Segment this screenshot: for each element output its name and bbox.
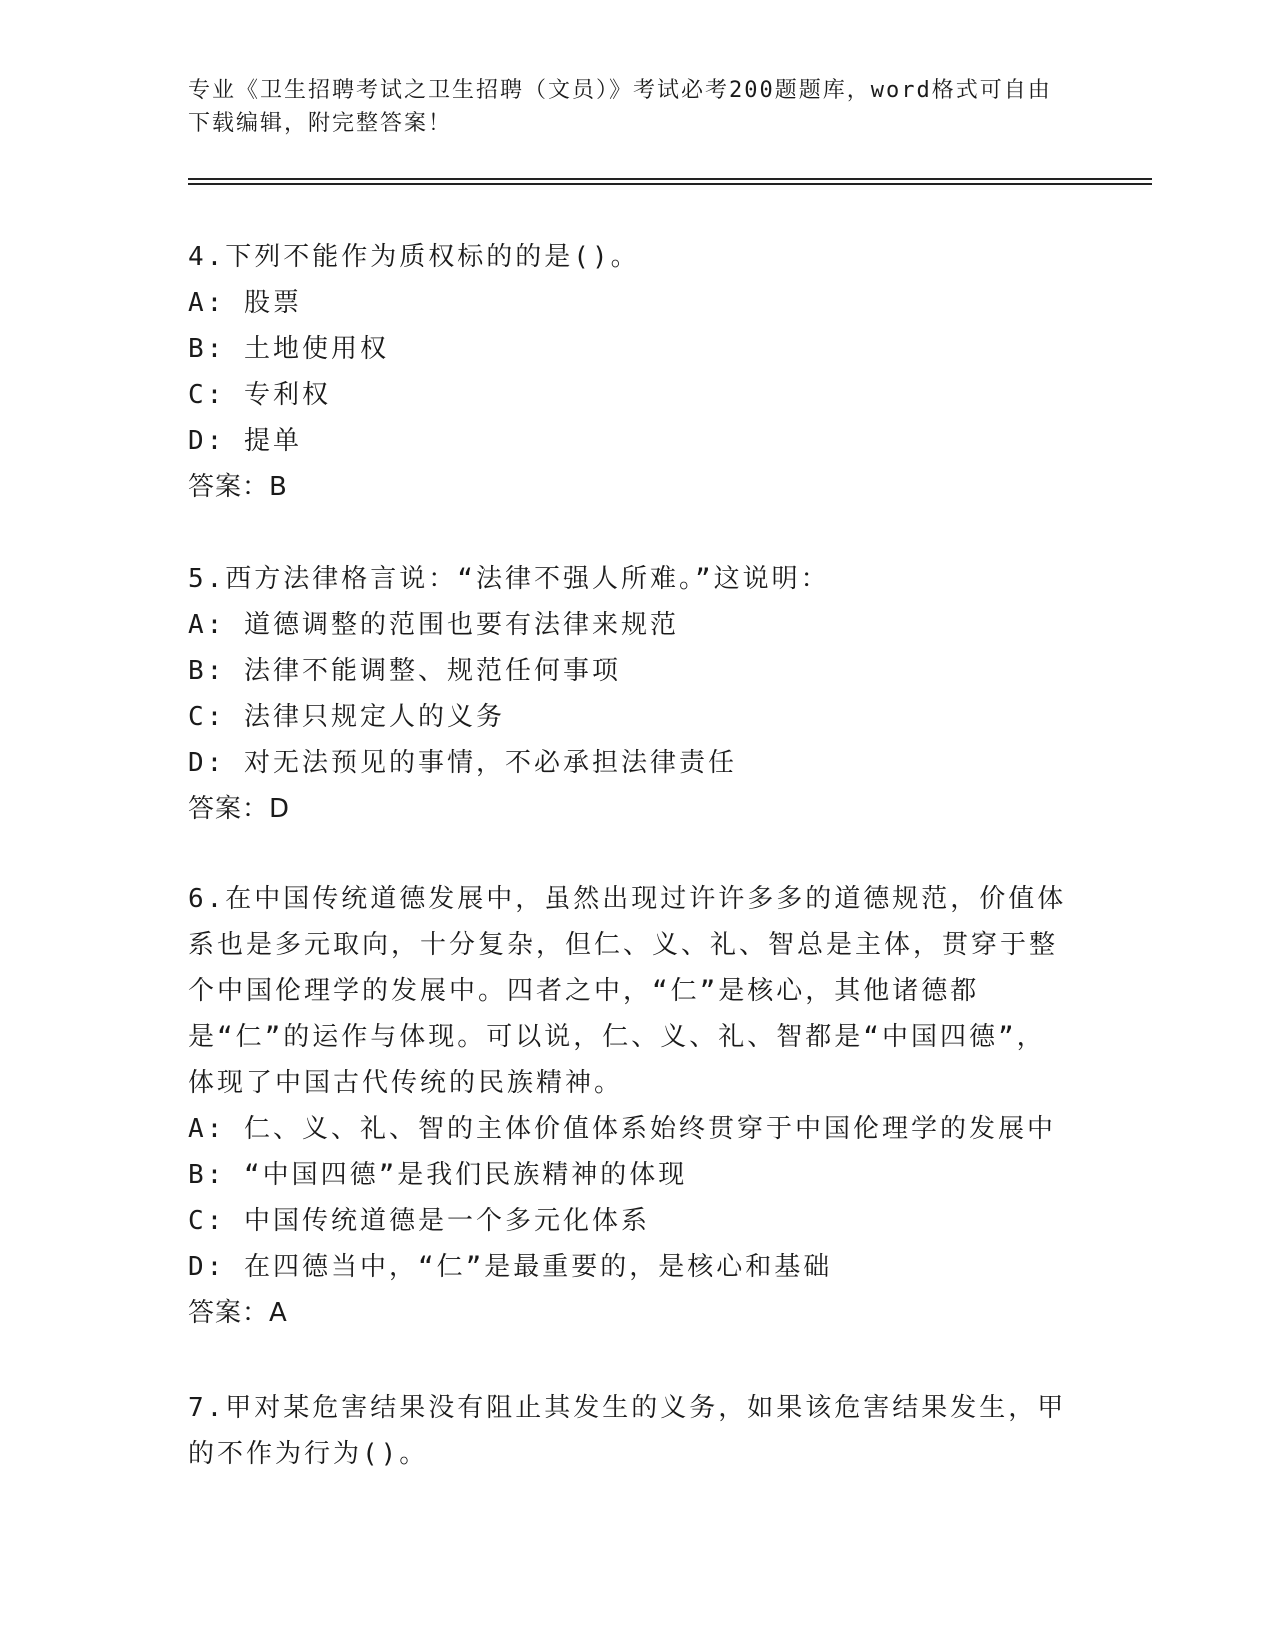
option-b: B: “中国四德”是我们民族精神的体现 (188, 1160, 688, 1190)
question-stem: 7.甲对某危害结果没有阻止其发生的义务，如果该危害结果发生，甲的不作为行为()。 (188, 1393, 1067, 1469)
option-c: C: 专利权 (188, 380, 331, 410)
option-a: A: 道德调整的范围也要有法律来规范 (188, 610, 679, 640)
option-b: B: 土地使用权 (188, 334, 389, 364)
question-7 (188, 1385, 1068, 1477)
option-d: D: 在四德当中，“仁”是最重要的，是核心和基础 (188, 1252, 833, 1282)
answer: 答案：B (188, 472, 288, 502)
option-c: C: 法律只规定人的义务 (188, 702, 505, 732)
option-a: A: 仁、义、礼、智的主体价值体系始终贯穿于中国伦理学的发展中 (188, 1114, 1056, 1144)
option-b: B: 法律不能调整、规范任何事项 (188, 656, 621, 686)
question-4 (188, 234, 1068, 510)
answer: 答案：A (188, 1298, 288, 1328)
header-divider-top (188, 178, 1152, 180)
option-a: A: 股票 (188, 288, 302, 318)
option-d: D: 对无法预见的事情，不必承担法律责任 (188, 748, 737, 778)
document-header: 专业《卫生招聘考试之卫生招聘（文员）》考试必考200题题库，word格式可自由下载编辑，附完整答案！ (188, 78, 1052, 136)
question-5 (188, 556, 1068, 832)
header-divider-bottom (188, 183, 1152, 185)
option-d: D: 提单 (188, 426, 302, 456)
question-stem: 4.下列不能作为质权标的的是()。 (188, 242, 640, 272)
question-6 (188, 876, 1068, 1336)
question-stem: 5.西方法律格言说：“法律不强人所难。”这说明： (188, 564, 830, 594)
question-stem: 6.在中国传统道德发展中，虽然出现过许许多多的道德规范，价值体系也是多元取向，十分复杂，但仁、义、礼、智总是主体，贯穿于整个中国伦理学的发展中。四者之中，“仁”是核心，其他诸德都是“仁”的运作与体现。可以说，仁、义、礼、智都是“中国四德”，体现了中国古代传统的民族精神。 (188, 884, 1067, 1098)
option-c: C: 中国传统道德是一个多元化体系 (188, 1206, 650, 1236)
answer: 答案：D (188, 794, 291, 824)
